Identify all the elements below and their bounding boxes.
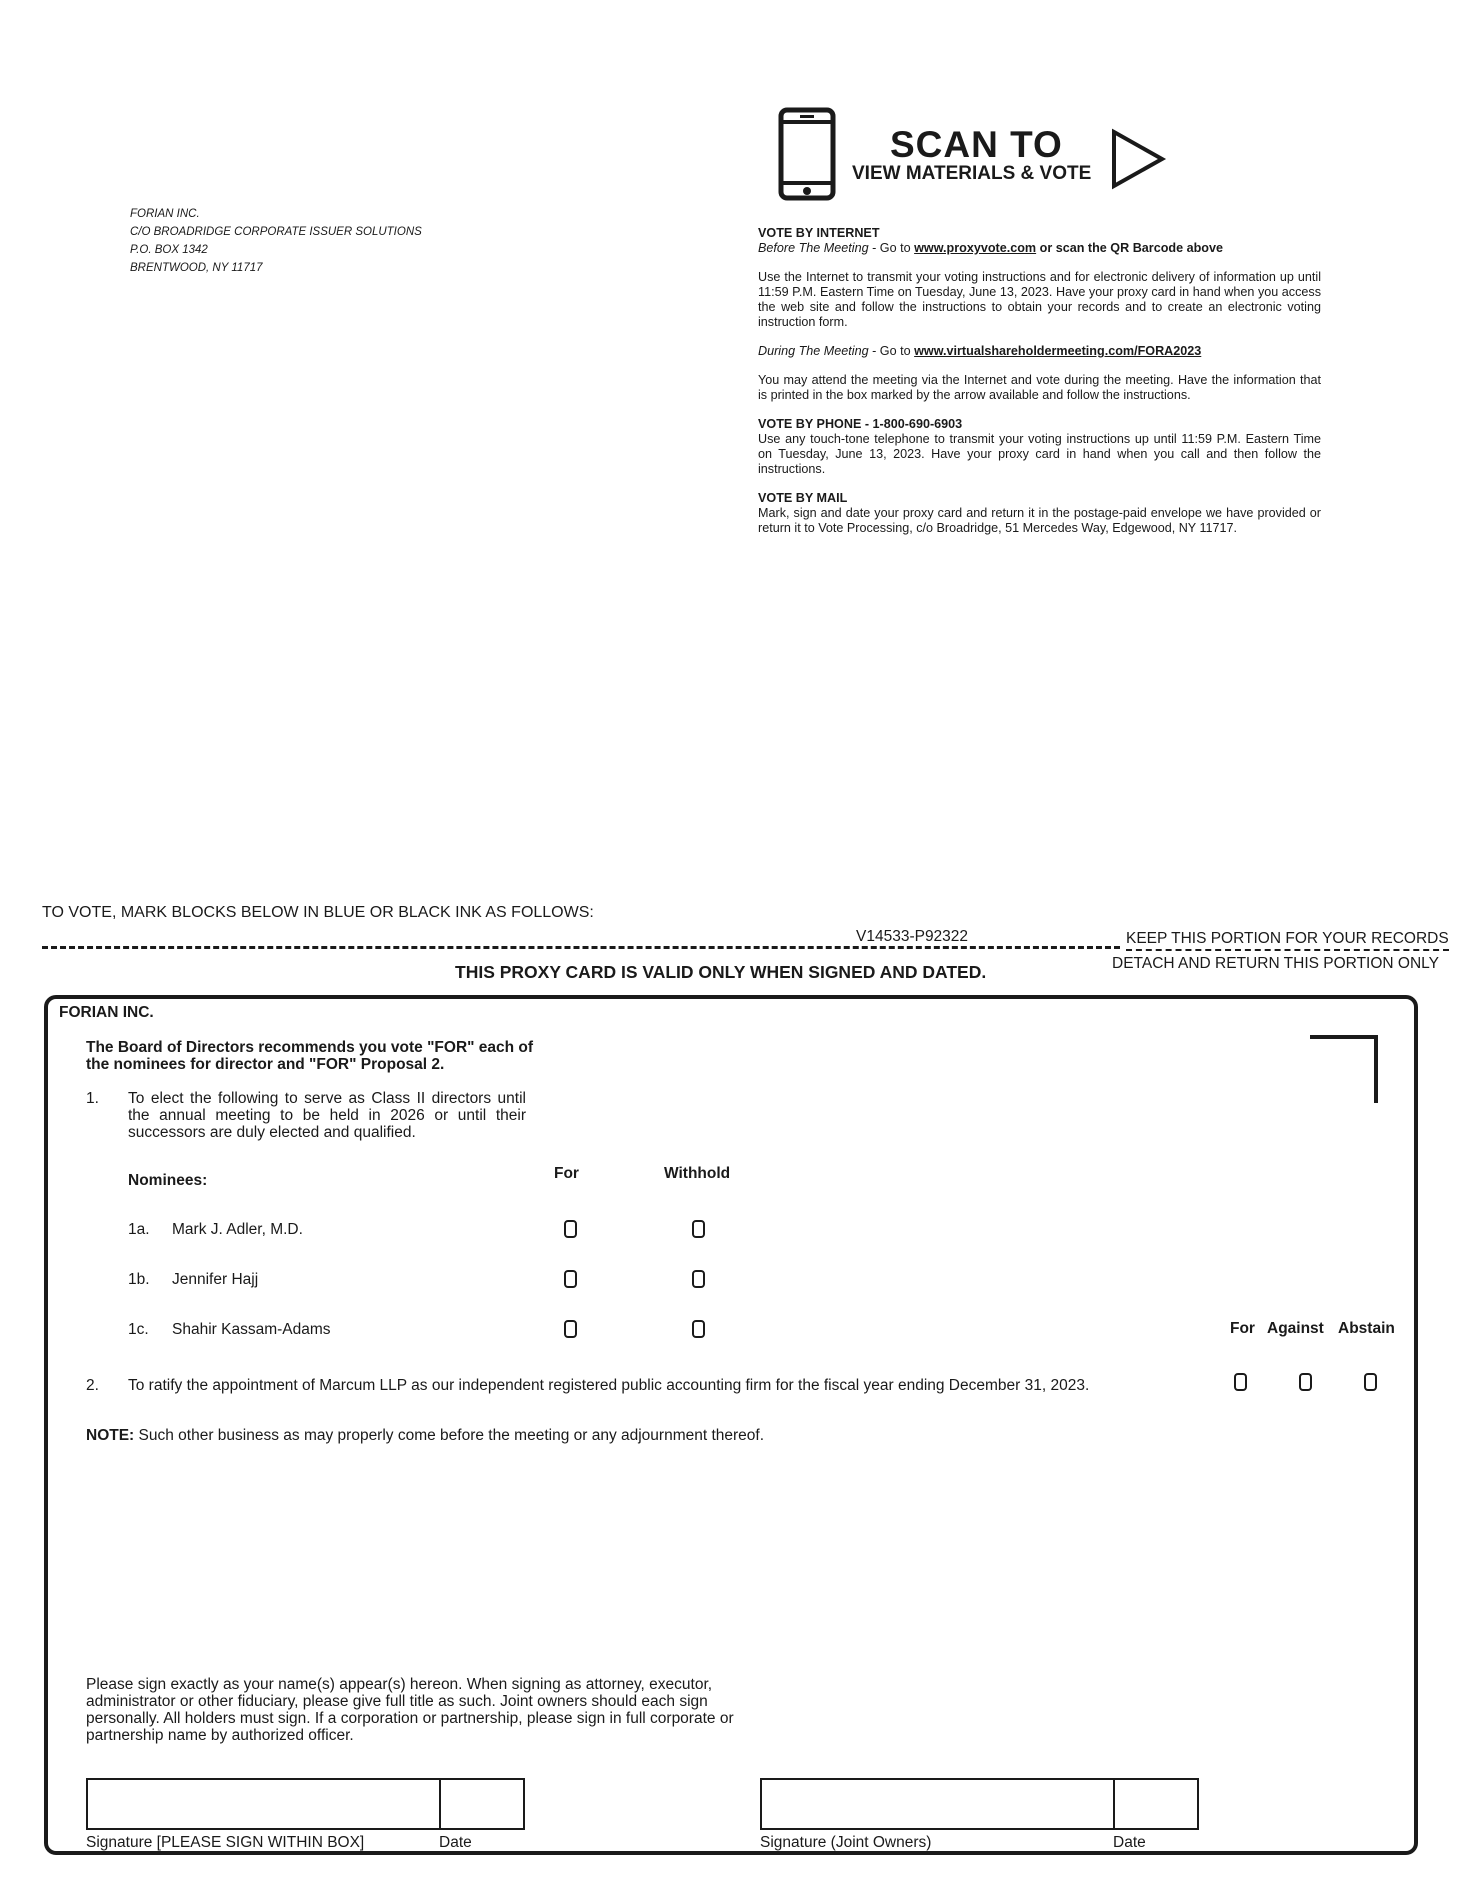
- before-meeting-label: Before The Meeting: [758, 241, 869, 255]
- during-meeting-line: [758, 344, 1321, 359]
- control-number: V14533-P92322: [853, 928, 971, 946]
- board-recommendation: The Board of Directors recommends you vote "FOR" each of the nominees for director and "FOR" Proposal 2.: [86, 1039, 534, 1073]
- scan-title: SCAN TO: [890, 124, 1063, 165]
- signature-label: Signature [PLEASE SIGN WITHIN BOX]: [86, 1834, 365, 1851]
- joint-signature-box[interactable]: [760, 1778, 1115, 1830]
- nominee-1a-for-checkbox[interactable]: [564, 1220, 577, 1238]
- nominee-1b-withhold-checkbox[interactable]: [692, 1270, 705, 1288]
- proposal1-number: 1.: [86, 1090, 99, 1107]
- nominee-name: Mark J. Adler, M.D.: [172, 1221, 303, 1238]
- smartphone-icon: [778, 107, 836, 201]
- return-address: [130, 205, 422, 277]
- nominee-1c-withhold-checkbox[interactable]: [692, 1320, 705, 1338]
- proposal2-number: 2.: [86, 1377, 99, 1394]
- before-meeting-sep: - Go to: [868, 241, 915, 255]
- proposal2-abstain-checkbox[interactable]: [1364, 1373, 1377, 1391]
- address-line: P.O. BOX 1342: [130, 244, 208, 256]
- play-arrow-icon: [1110, 128, 1168, 190]
- address-line: FORIAN INC.: [130, 208, 200, 220]
- phone-heading: VOTE BY PHONE - 1-800-690-6903: [758, 417, 963, 431]
- address-line: BRENTWOOD, NY 11717: [130, 262, 263, 274]
- during-meeting-label: During The Meeting: [758, 344, 869, 358]
- virtual-meeting-link[interactable]: www.virtualshareholdermeeting.com/FORA2023: [914, 344, 1202, 358]
- nominee-1b-for-checkbox[interactable]: [564, 1270, 577, 1288]
- proposal2-for-checkbox[interactable]: [1234, 1373, 1247, 1391]
- proposal2-against-checkbox[interactable]: [1299, 1373, 1312, 1391]
- nominee-1a-withhold-checkbox[interactable]: [692, 1220, 705, 1238]
- nominee-number: 1b.: [128, 1271, 150, 1288]
- joint-signature-label: Signature (Joint Owners): [760, 1834, 932, 1851]
- mail-body: Mark, sign and date your proxy card and return it in the postage-paid envelope we have provided or return it to Vote Processing, c/o Broadridge, 51 Mercedes Way, Edgewood, NY 11717.: [758, 506, 1321, 535]
- address-line: C/O BROADRIDGE CORPORATE ISSUER SOLUTIONS: [130, 226, 422, 238]
- qr-barcode-text: or scan the QR Barcode above: [1036, 241, 1223, 255]
- scan-subtitle: VIEW MATERIALS & VOTE: [852, 163, 1092, 184]
- p2-abstain-header: Abstain: [1338, 1320, 1395, 1337]
- date-label: Date: [439, 1834, 472, 1851]
- for-column-header: For: [554, 1165, 579, 1182]
- nominee-number: 1c.: [128, 1321, 149, 1338]
- note-label: NOTE:: [86, 1427, 135, 1444]
- corner-mark: [1310, 1035, 1378, 1103]
- withhold-column-header: Withhold: [664, 1165, 731, 1182]
- sign-instructions: Please sign exactly as your name(s) appear(s) hereon. When signing as attorney, executor, administrator or other fiduciary, please give full title as such. Joint owners should each sign personally. All holders must sign. If a corporation or partnership, please sign in full corporate or partnership name by authorized officer.: [86, 1676, 734, 1744]
- internet-heading: VOTE BY INTERNET: [758, 226, 880, 240]
- phone-body: Use any touch-tone telephone to transmit your voting instructions up until 11:59 P.M. Eastern Time on Tuesday, June 13, 2023. Have your proxy card in hand when you call and then follow the instructions.: [758, 432, 1321, 476]
- nominees-label: Nominees:: [128, 1172, 208, 1189]
- before-meeting-line: [758, 241, 1321, 256]
- nominee-name: Jennifer Hajj: [172, 1271, 259, 1288]
- voting-instructions: [758, 226, 1321, 536]
- note: [86, 1427, 764, 1445]
- mail-heading: VOTE BY MAIL: [758, 491, 848, 505]
- proxyvote-link[interactable]: www.proxyvote.com: [914, 241, 1037, 255]
- keep-portion-label: KEEP THIS PORTION FOR YOUR RECORDS: [1126, 930, 1449, 951]
- internet-before-body: Use the Internet to transmit your voting instructions and for electronic delivery of information up until 11:59 P.M. Eastern Time on Tuesday, June 13, 2023. Have your proxy card in hand when you access the web site and follow the instructions to obtain your records and to create an electronic voting instruction form.: [758, 270, 1321, 329]
- proposal2-text: To ratify the appointment of Marcum LLP as our independent registered public accounting firm for the fiscal year ending December 31, 2023.: [128, 1377, 1090, 1394]
- mark-instructions: TO VOTE, MARK BLOCKS BELOW IN BLUE OR BLACK INK AS FOLLOWS:: [42, 904, 594, 921]
- during-meeting-sep: - Go to: [868, 344, 915, 358]
- signature-box[interactable]: [86, 1778, 441, 1830]
- detach-portion-label: DETACH AND RETURN THIS PORTION ONLY: [1112, 955, 1439, 972]
- valid-notice: THIS PROXY CARD IS VALID ONLY WHEN SIGNED AND DATED.: [455, 962, 987, 982]
- p2-against-header: Against: [1267, 1320, 1324, 1337]
- joint-date-label: Date: [1113, 1834, 1146, 1851]
- tear-line: [42, 946, 1120, 949]
- p2-for-header: For: [1230, 1320, 1255, 1337]
- nominee-name: Shahir Kassam-Adams: [172, 1321, 331, 1338]
- joint-date-box[interactable]: [1113, 1778, 1199, 1830]
- nominee-number: 1a.: [128, 1221, 150, 1238]
- note-text: Such other business as may properly come before the meeting or any adjournment thereof.: [134, 1427, 765, 1444]
- date-box[interactable]: [439, 1778, 525, 1830]
- company-name: FORIAN INC.: [59, 1004, 154, 1021]
- internet-during-body: You may attend the meeting via the Internet and vote during the meeting. Have the information that is printed in the box marked by the arrow available and follow the instructions.: [758, 373, 1321, 402]
- nominee-1c-for-checkbox[interactable]: [564, 1320, 577, 1338]
- proposal1-text: To elect the following to serve as Class II directors until the annual meeting to be held in 2026 or until their successors are duly elected and qualified.: [128, 1090, 526, 1141]
